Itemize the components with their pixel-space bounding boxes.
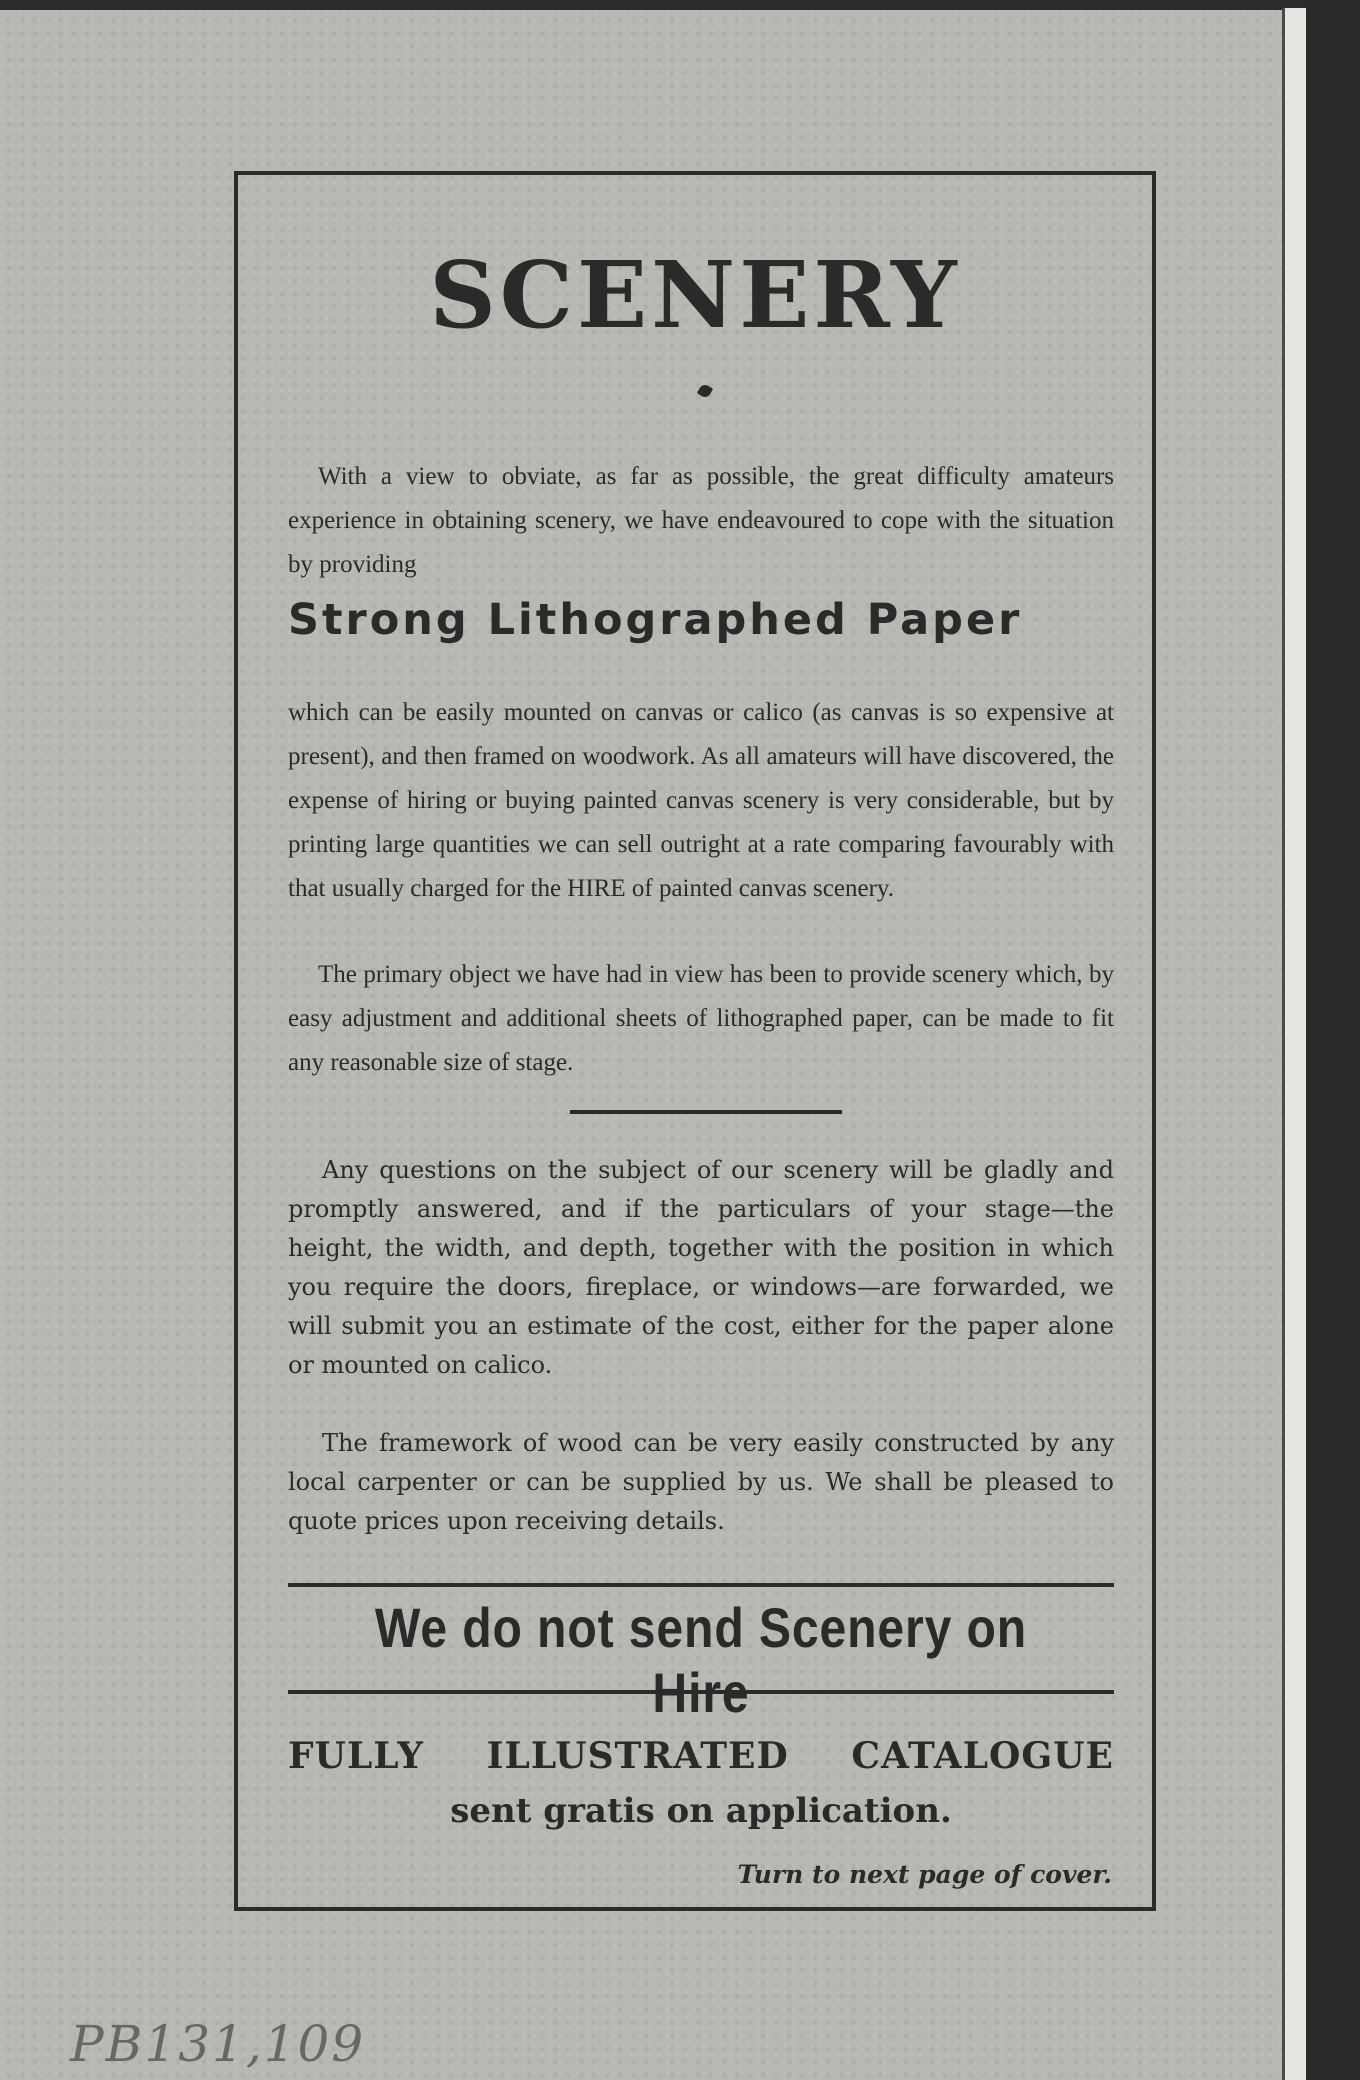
turn-page-note: Turn to next page of cover. [737,1860,1112,1889]
no-hire-notice: We do not send Scenery on Hire [374,1596,1028,1724]
ad-title: SCENERY [429,241,961,349]
catalogue-subtitle: sent gratis on application. [450,1791,952,1831]
questions-paragraph: Any questions on the subject of our scenery will be gladly and promptly answered, and if the particulars of your stage—the height, the width, and depth, together with the position in which you require the doors, fireplace, or windows—are forwarded, we will submit you an estimate of the cost, either for the paper alone or mounted on calico. [288,1156,1114,1379]
notice-rule-top [288,1583,1114,1587]
handwritten-shelfmark: PB131,109 [70,2015,366,2073]
scan-background [1306,0,1360,2080]
objective-paragraph: The primary object we have had in view has been to provide scenery which, by easy adjustment and additional sheets of lithographed paper, can be made to fit any reasonable size of stage. [288,961,1114,1076]
catalogue-title: FULLY ILLUSTRATED CATALOGUE [288,1735,1114,1777]
description-paragraph: which can be easily mounted on canvas or calico (as canvas is so expensive at present), and then framed on woodwork. As all amateurs will have discovered, the expense of hiring or buying painted canvas scenery is very considerable, but by printing large quantities we can sell outright at a rate comparing favourably with that usually charged for the HIRE of painted canvas scenery. [288,699,1114,902]
framework-paragraph: The framework of wood can be very easily constructed by any local carpenter or can be supplied by us. We shall be pleased to quote prices upon receiving details. [288,1429,1114,1535]
section-divider [570,1110,842,1114]
intro-paragraph: With a view to obviate, as far as possible, the great difficulty amateurs experience in obtaining scenery, we have endeavoured to cope with the situation by providing [288,463,1114,578]
top-edge [0,0,1306,10]
page-edge [1282,8,1309,2080]
advertisement-frame [234,171,1156,1911]
notice-rule-bottom [288,1690,1114,1694]
product-name: Strong Lithographed Paper [288,595,1023,645]
ornament-icon [697,383,713,399]
